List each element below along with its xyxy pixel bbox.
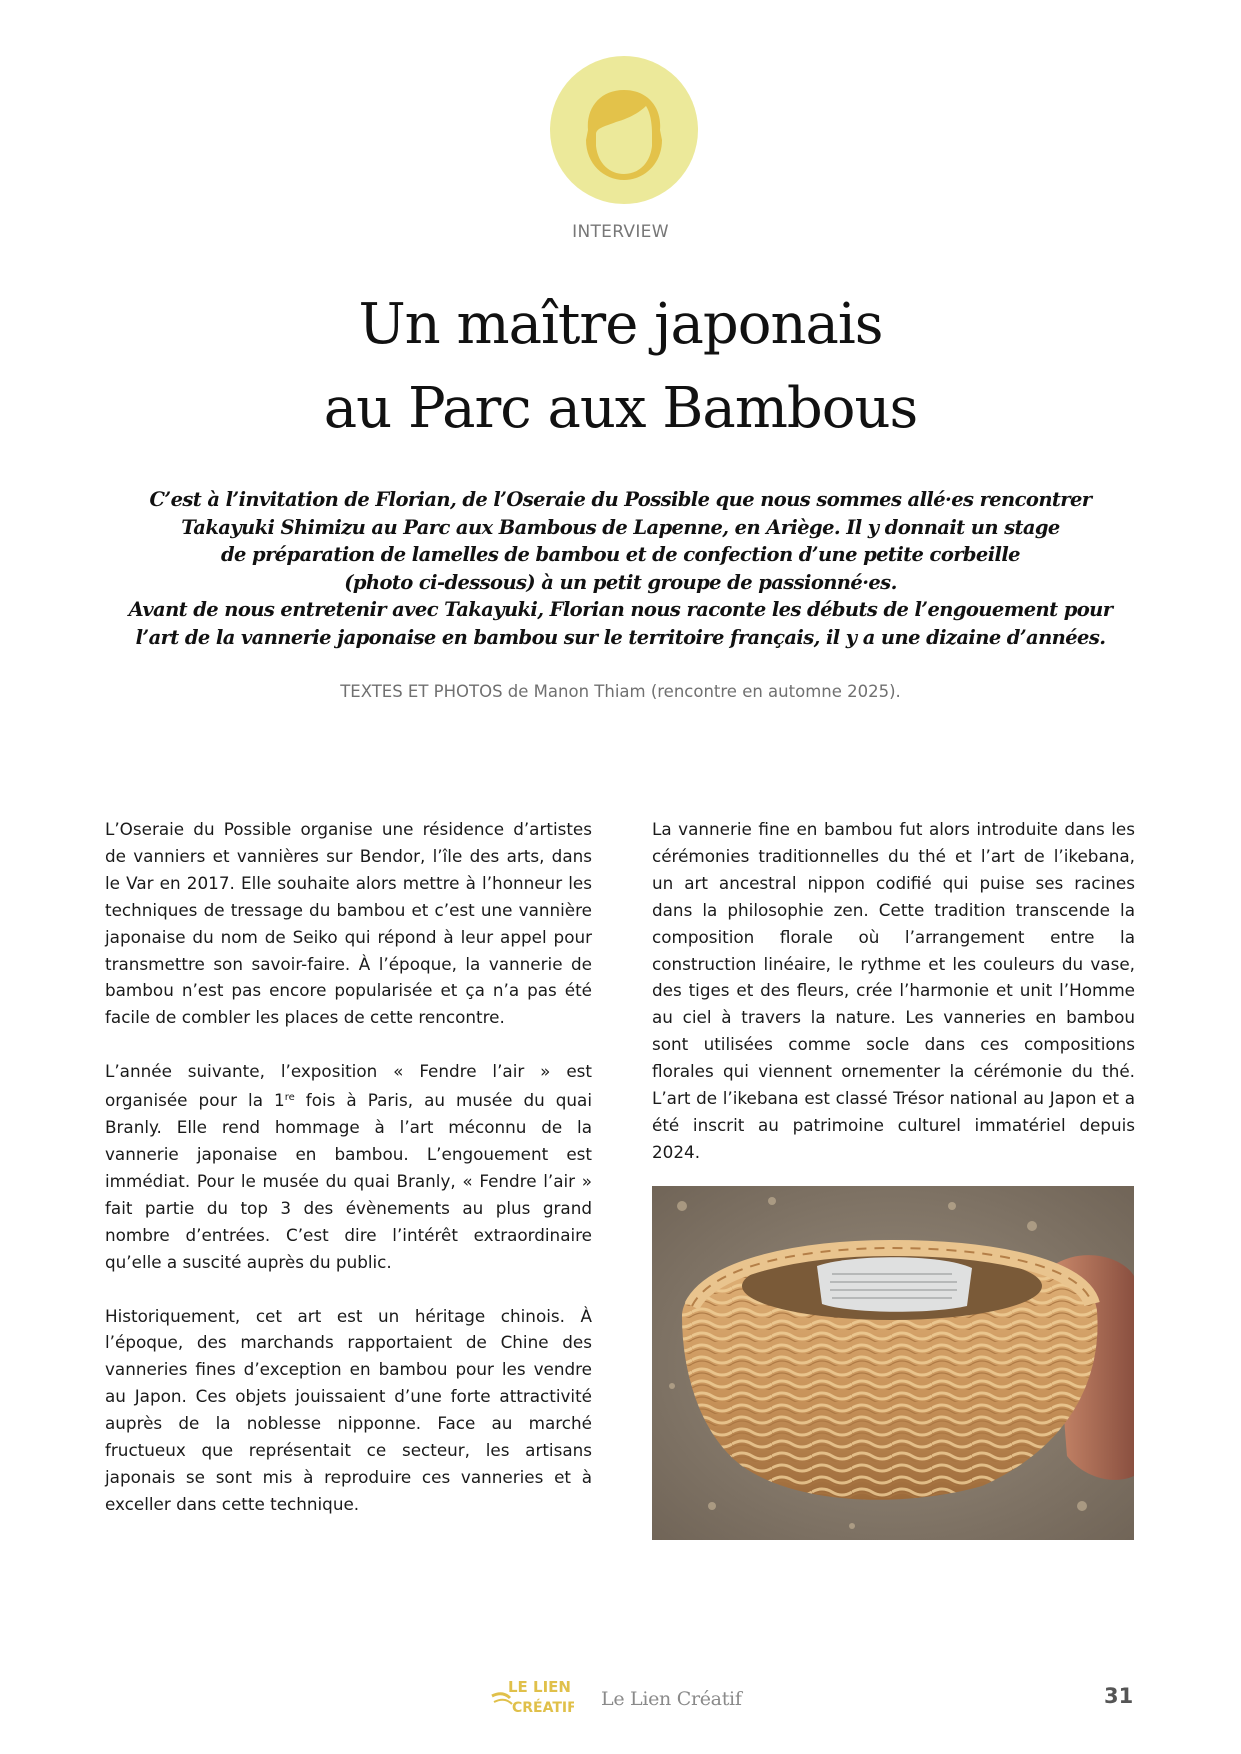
interview-avatar — [550, 56, 698, 204]
svg-text:CRÉATIF: CRÉATIF — [512, 1700, 574, 1716]
body-column-right — [652, 816, 1135, 1193]
person-avatar-icon — [550, 56, 698, 204]
ordinal-superscript: re — [284, 1092, 295, 1104]
intro-line: (photo ci-dessous) à un petit groupe de passionné·es. — [344, 570, 897, 594]
intro-line: Avant de nous entretenir avec Takayuki, Florian nous raconte les débuts de l’engouement pour — [128, 598, 1113, 621]
paragraph: L’Oseraie du Possible organise une résidence d’artistes de vanniers et vannières sur Bendor, l’île des arts, dans le Var en 2017. Elle souhaite alors mettre à l’honneur les techniques de tressage du bambou et c’est une vannière japonaise du nom de Seiko qui répond à leur appel pour transmettre son savoir-faire. À l’époque, la vannerie de bambou n’est pas encore popularisée et ça n’a pas été facile de combler les places de cette rencontre. — [105, 819, 592, 1028]
paragraph: Historiquement, cet art est un héritage chinois. À l’époque, des marchands rapportaient de Chine des vanneries fines d’exception en bambou pour les vendre au Japon. Ces objets jouissaient d’une forte attractivité auprès de la noblesse nipponne. Face au marché fructueux que représentait ce secteur, les artisans japonais se sont mis à reproduire ces vanneries et à exceller dans cette technique. — [105, 1305, 592, 1514]
paragraph: La vannerie fine en bambou fut alors introduite dans les cérémonies traditionnelles du thé et l’art de l’ikebana, un art ancestral nippon codifié qui puise ses racines dans la philosophie zen. Cette tradition transcende la composition florale où l’arrangement entre la construction linéaire, le rythme et les couleurs du vase, des tiges et des fleurs, crée l’harmonie et unit l’Homme au ciel à travers la nature. Les vanneries en bambou sont utilisées comme socle dans ces compositions florales qui viennent ornementer la cérémonie du thé. L’art de l’ikebana est classé Trésor national au Japon et a été inscrit au patrimoine culturel immatériel depuis 2024. — [652, 819, 1135, 1162]
article-credit: TEXTES ET PHOTOS de Manon Thiam (rencontre en automne 2025). — [340, 682, 901, 701]
bamboo-basket-photo — [652, 1186, 1134, 1540]
intro-line: l’art de la vannerie japonaise en bambou sur le territoire français, il y a une dizaine d’années. — [135, 625, 1106, 649]
paragraph-text: fois à Paris, au musée du quai Branly. Elle rend hommage à l’art méconnu de la vannerie japonaise en bambou. L’engouement est immédiat. Pour le musée du quai Branly, « Fendre l’air » fait partie du top 3 des évènements au plus grand nombre d’entrées. C’est dire l’intérêt extraordinaire qu’elle a suscité auprès du public. — [105, 1090, 593, 1272]
publication-name: Le Lien Créatif — [601, 1688, 742, 1710]
lien-creatif-logo-icon — [490, 1670, 574, 1720]
title-line-2: au Parc aux Bambous — [323, 376, 918, 441]
intro-line: C’est à l’invitation de Florian, de l’Oseraie du Possible que nous sommes allé·es rencontrer — [149, 488, 1092, 511]
body-column-left — [105, 816, 592, 1545]
page-number: 31 — [1104, 1684, 1134, 1708]
section-kicker: INTERVIEW — [572, 222, 669, 242]
paragraph — [105, 1058, 592, 1275]
lien-creatif-logo — [490, 1670, 574, 1720]
basket-photo — [652, 1186, 1134, 1540]
paragraph-text: L’année suivante, l’exposition « Fendre l’air » est organisée pour la 1 — [105, 1061, 592, 1111]
title-line-1: Un maître japonais — [358, 292, 883, 357]
article-intro — [120, 486, 1121, 651]
intro-line: de préparation de lamelles de bambou et de confection d’une petite corbeille — [221, 543, 1020, 566]
intro-line: Takayuki Shimizu au Parc aux Bambous de Lapenne, en Ariège. Il y donnait un stage — [181, 515, 1060, 539]
svg-text:LE LIEN: LE LIEN — [508, 1678, 571, 1696]
article-title — [0, 283, 1241, 451]
